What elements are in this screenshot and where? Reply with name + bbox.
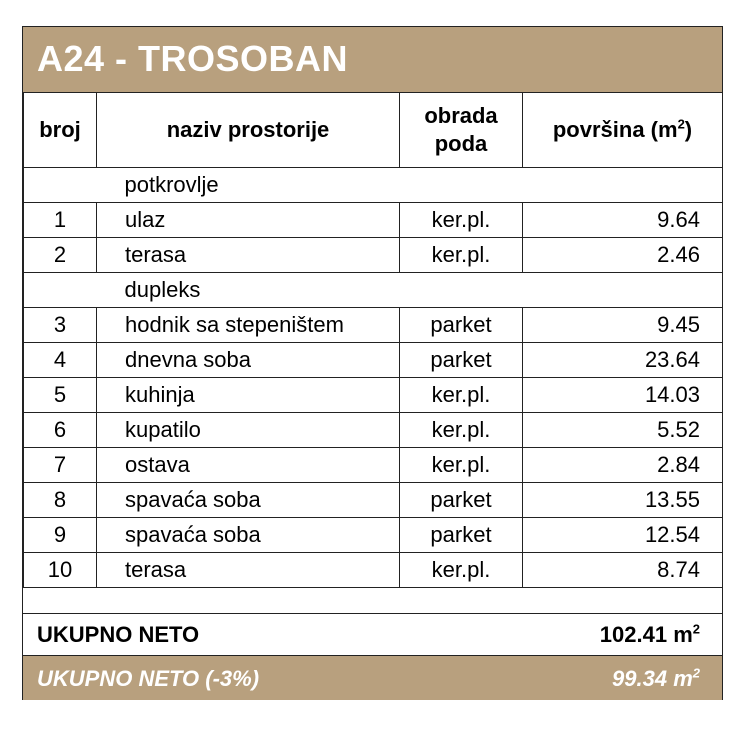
table-body bbox=[24, 168, 723, 588]
total-value-text: 102.41 m bbox=[599, 622, 693, 647]
table-header-row bbox=[24, 93, 723, 168]
floor-finish: ker.pl. bbox=[400, 448, 523, 483]
header-obrada bbox=[400, 93, 523, 168]
table-row bbox=[24, 308, 723, 343]
room-area: 5.52 bbox=[523, 413, 723, 448]
total-label: UKUPNO NETO bbox=[37, 622, 200, 647]
room-number: 5 bbox=[24, 378, 97, 413]
floor-finish: ker.pl. bbox=[400, 378, 523, 413]
total-unit-sup: 2 bbox=[692, 621, 700, 637]
room-number: 9 bbox=[24, 518, 97, 553]
room-number: 2 bbox=[24, 238, 97, 273]
header-povrsina-close: ) bbox=[684, 117, 693, 142]
room-number: 6 bbox=[24, 413, 97, 448]
room-area: 8.74 bbox=[523, 553, 723, 588]
room-area: 13.55 bbox=[523, 483, 723, 518]
room-name: spavaća soba bbox=[97, 483, 400, 518]
room-area: 12.54 bbox=[523, 518, 723, 553]
table-row bbox=[24, 203, 723, 238]
table-row bbox=[24, 518, 723, 553]
room-number: 3 bbox=[24, 308, 97, 343]
room-area: 23.64 bbox=[523, 343, 723, 378]
net-label: UKUPNO NETO (-3%) bbox=[37, 666, 260, 691]
floor-finish: parket bbox=[400, 308, 523, 343]
room-area: 2.46 bbox=[523, 238, 723, 273]
room-area: 9.45 bbox=[523, 308, 723, 343]
header-naziv: naziv prostorije bbox=[97, 93, 400, 168]
room-name: kupatilo bbox=[97, 413, 400, 448]
floor-finish: parket bbox=[400, 518, 523, 553]
header-povrsina-text: površina (m bbox=[552, 117, 678, 142]
table-row bbox=[24, 553, 723, 588]
table-row bbox=[24, 343, 723, 378]
room-number: 10 bbox=[24, 553, 97, 588]
section-row bbox=[24, 168, 723, 203]
header-obrada-line2: poda bbox=[434, 131, 488, 156]
total-value bbox=[600, 622, 700, 648]
room-area: 14.03 bbox=[523, 378, 723, 413]
header-povrsina-sup: 2 bbox=[677, 116, 685, 132]
room-number: 4 bbox=[24, 343, 97, 378]
section-spacer bbox=[24, 168, 97, 203]
room-number: 1 bbox=[24, 203, 97, 238]
net-unit-sup: 2 bbox=[692, 665, 700, 681]
room-name: spavaća soba bbox=[97, 518, 400, 553]
room-name: ostava bbox=[97, 448, 400, 483]
section-row bbox=[24, 273, 723, 308]
section-label: potkrovlje bbox=[97, 168, 723, 203]
title-bar bbox=[23, 27, 722, 93]
table-row bbox=[24, 483, 723, 518]
net-row bbox=[23, 655, 722, 700]
room-name: ulaz bbox=[97, 203, 400, 238]
header-broj: broj bbox=[24, 93, 97, 168]
apartment-title: A24 - TROSOBAN bbox=[37, 38, 349, 79]
table-row bbox=[24, 413, 723, 448]
floor-finish: parket bbox=[400, 483, 523, 518]
room-name: hodnik sa stepeništem bbox=[97, 308, 400, 343]
header-obrada-line1: obrada bbox=[424, 103, 498, 128]
floor-finish: ker.pl. bbox=[400, 553, 523, 588]
section-label: dupleks bbox=[97, 273, 723, 308]
room-name: kuhinja bbox=[97, 378, 400, 413]
table-row bbox=[24, 238, 723, 273]
section-spacer bbox=[24, 273, 97, 308]
floor-finish: ker.pl. bbox=[400, 413, 523, 448]
table-row bbox=[24, 448, 723, 483]
room-table bbox=[23, 92, 723, 588]
floor-finish: parket bbox=[400, 343, 523, 378]
total-row bbox=[23, 613, 722, 656]
net-value-text: 99.34 m bbox=[612, 666, 693, 691]
table-row bbox=[24, 378, 723, 413]
room-number: 8 bbox=[24, 483, 97, 518]
room-name: terasa bbox=[97, 238, 400, 273]
room-area: 9.64 bbox=[523, 203, 723, 238]
room-area-sheet bbox=[22, 26, 723, 700]
room-area: 2.84 bbox=[523, 448, 723, 483]
room-number: 7 bbox=[24, 448, 97, 483]
floor-finish: ker.pl. bbox=[400, 203, 523, 238]
room-name: terasa bbox=[97, 553, 400, 588]
net-value bbox=[612, 666, 700, 692]
floor-finish: ker.pl. bbox=[400, 238, 523, 273]
room-name: dnevna soba bbox=[97, 343, 400, 378]
header-povrsina bbox=[523, 93, 723, 168]
